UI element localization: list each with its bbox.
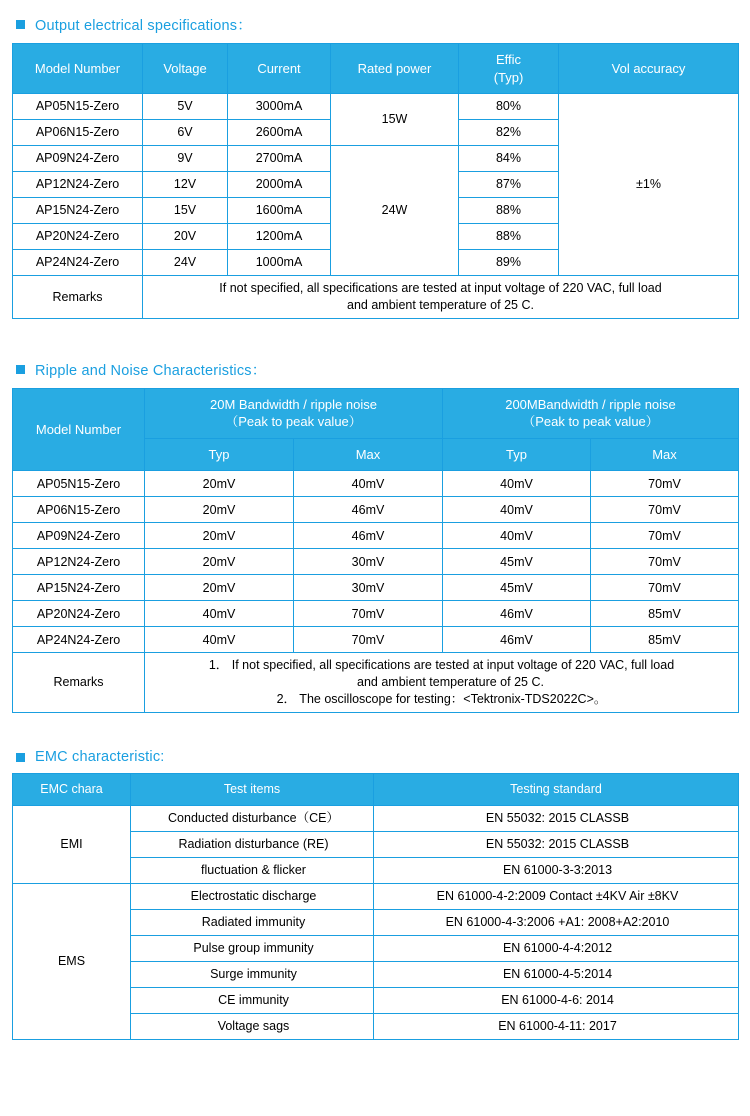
table-row: [13, 497, 739, 523]
cell-group-ems: EMS: [13, 883, 131, 1039]
remarks-content: [143, 276, 739, 319]
cell-voltage: 5V: [143, 94, 228, 120]
cell-model: AP24N24-Zero: [13, 250, 143, 276]
column-header-emc-chara: EMC chara: [13, 774, 131, 806]
cell-max20: 70mV: [294, 601, 443, 627]
column-header-vol-accuracy: Vol accuracy: [559, 44, 739, 94]
cell-voltage: 9V: [143, 146, 228, 172]
cell-voltage: 20V: [143, 224, 228, 250]
cell-effic: 84%: [459, 146, 559, 172]
column-header-rated-power: Rated power: [331, 44, 459, 94]
cell-typ200: 40mV: [443, 523, 591, 549]
table-row: [13, 471, 739, 497]
cell-typ200: 45mV: [443, 549, 591, 575]
table-row: [13, 523, 739, 549]
table-row: [13, 627, 739, 653]
column-header-current: Current: [228, 44, 331, 94]
cell-rated-power-15w: 15W: [331, 94, 459, 146]
cell-typ20: 20mV: [145, 575, 294, 601]
cell-voltage: 6V: [143, 120, 228, 146]
remarks-row: [13, 653, 739, 713]
column-header-effic: [459, 44, 559, 94]
cell-max20: 70mV: [294, 627, 443, 653]
column-header-model: Model Number: [13, 388, 145, 471]
cell-current: 2700mA: [228, 146, 331, 172]
cell-test-item: CE immunity: [131, 987, 374, 1013]
cell-typ200: 45mV: [443, 575, 591, 601]
cell-test-item: Voltage sags: [131, 1013, 374, 1039]
cell-max20: 46mV: [294, 497, 443, 523]
cell-model: AP15N24-Zero: [13, 198, 143, 224]
cell-standard: EN 61000-4-4:2012: [374, 935, 739, 961]
cell-voltage: 15V: [143, 198, 228, 224]
cell-typ20: 40mV: [145, 627, 294, 653]
cell-effic: 87%: [459, 172, 559, 198]
bullet-square-icon: [16, 753, 25, 762]
table-row: [13, 883, 739, 909]
cell-voltage: 24V: [143, 250, 228, 276]
cell-effic: 82%: [459, 120, 559, 146]
cell-typ20: 20mV: [145, 549, 294, 575]
cell-model: AP05N15-Zero: [13, 94, 143, 120]
table-row: [13, 601, 739, 627]
cell-typ20: 40mV: [145, 601, 294, 627]
cell-current: 2000mA: [228, 172, 331, 198]
section-title-text: Output electrical specifications：: [35, 18, 252, 34]
bullet-square-icon: [16, 20, 25, 29]
subheader-20m-typ: Typ: [145, 438, 294, 471]
cell-model: AP12N24-Zero: [13, 172, 143, 198]
cell-effic: 80%: [459, 94, 559, 120]
cell-standard: EN 55032: 2015 CLASSB: [374, 831, 739, 857]
cell-rated-power-24w: 24W: [331, 146, 459, 276]
cell-test-item: Pulse group immunity: [131, 935, 374, 961]
cell-effic: 89%: [459, 250, 559, 276]
column-header-200m-bandwidth: [443, 388, 739, 438]
subheader-200m-max: Max: [591, 438, 739, 471]
cell-effic: 88%: [459, 224, 559, 250]
cell-model: AP20N24-Zero: [13, 224, 143, 250]
cell-standard: EN 61000-4-5:2014: [374, 961, 739, 987]
cell-test-item: Radiated immunity: [131, 909, 374, 935]
column-header-20m-line1: 20M Bandwidth / ripple noise: [210, 396, 377, 412]
emc-table-wrapper: [12, 773, 738, 1040]
remarks-line-3: 2． The oscilloscope for testing：<Tektronix-TDS2022C>。: [276, 692, 607, 707]
section-heading-output-electrical: [16, 14, 738, 35]
cell-max200: 70mV: [591, 523, 739, 549]
bullet-square-icon: [16, 365, 25, 374]
ripple-noise-table: [12, 388, 739, 713]
cell-model: AP09N24-Zero: [13, 523, 145, 549]
cell-group-emi: EMI: [13, 805, 131, 883]
emc-characteristic-table: [12, 773, 739, 1040]
remarks-line-1: If not specified, all specifications are tested at input voltage of 220 VAC, full load: [219, 281, 662, 296]
cell-model: AP15N24-Zero: [13, 575, 145, 601]
cell-current: 1600mA: [228, 198, 331, 224]
cell-max200: 85mV: [591, 601, 739, 627]
table-row: [13, 805, 739, 831]
cell-typ20: 20mV: [145, 523, 294, 549]
column-header-testing-standard: Testing standard: [374, 774, 739, 806]
cell-typ200: 46mV: [443, 627, 591, 653]
column-header-voltage: Voltage: [143, 44, 228, 94]
cell-standard: EN 61000-4-6: 2014: [374, 987, 739, 1013]
cell-voltage: 12V: [143, 172, 228, 198]
cell-max200: 70mV: [591, 497, 739, 523]
cell-test-item: Electrostatic discharge: [131, 883, 374, 909]
cell-max20: 30mV: [294, 575, 443, 601]
remarks-row: [13, 276, 739, 319]
cell-standard: EN 61000-4-2:2009 Contact ±4KV Air ±8KV: [374, 883, 739, 909]
cell-max20: 40mV: [294, 471, 443, 497]
column-header-model: Model Number: [13, 44, 143, 94]
cell-test-item: Radiation disturbance (RE): [131, 831, 374, 857]
section-title-text: EMC characteristic:: [35, 749, 165, 766]
remarks-line-2: and ambient temperature of 25 C.: [357, 675, 544, 690]
cell-current: 1200mA: [228, 224, 331, 250]
section-title-text: Ripple and Noise Characteristics：: [35, 362, 267, 379]
table-row: [13, 94, 739, 120]
section-heading-ripple-noise: [16, 359, 738, 380]
cell-model: AP12N24-Zero: [13, 549, 145, 575]
subheader-20m-max: Max: [294, 438, 443, 471]
cell-standard: EN 55032: 2015 CLASSB: [374, 805, 739, 831]
column-header-test-items: Test items: [131, 774, 374, 806]
cell-current: 3000mA: [228, 94, 331, 120]
cell-model: AP06N15-Zero: [13, 120, 143, 146]
cell-effic: 88%: [459, 198, 559, 224]
column-header-20m-bandwidth: [145, 388, 443, 438]
cell-standard: EN 61000-4-11: 2017: [374, 1013, 739, 1039]
section-heading-emc: [16, 749, 738, 765]
table-row: [13, 575, 739, 601]
cell-standard: EN 61000-4-3:2006 +A1: 2008+A2:2010: [374, 909, 739, 935]
cell-typ20: 20mV: [145, 497, 294, 523]
cell-model: AP05N15-Zero: [13, 471, 145, 497]
remarks-label: Remarks: [13, 276, 143, 319]
remarks-content: [145, 653, 739, 713]
table-row: [13, 549, 739, 575]
cell-model: AP06N15-Zero: [13, 497, 145, 523]
cell-typ20: 20mV: [145, 471, 294, 497]
cell-max200: 70mV: [591, 575, 739, 601]
column-header-200m-line2: （Peak to peak value）: [522, 414, 659, 430]
column-header-20m-line2: （Peak to peak value）: [225, 414, 362, 430]
column-header-effic-line2: (Typ): [493, 69, 524, 85]
column-header-200m-line1: 200MBandwidth / ripple noise: [505, 396, 676, 412]
cell-max20: 46mV: [294, 523, 443, 549]
cell-typ200: 46mV: [443, 601, 591, 627]
cell-max200: 70mV: [591, 549, 739, 575]
table-header-row: [13, 44, 739, 94]
section-spacer: [12, 713, 738, 743]
cell-vol-accuracy: ±1%: [559, 94, 739, 276]
cell-model: AP09N24-Zero: [13, 146, 143, 172]
section-spacer: [12, 319, 738, 353]
cell-model: AP24N24-Zero: [13, 627, 145, 653]
remarks-line-2: and ambient temperature of 25 C.: [347, 297, 534, 312]
remarks-line-1: 1． If not specified, all specifications are tested at input voltage of 220 VAC, full load: [208, 658, 675, 673]
output-electrical-table: [12, 43, 739, 319]
column-header-effic-line1: Effic: [495, 52, 522, 67]
subheader-200m-typ: Typ: [443, 438, 591, 471]
table-header-row: [13, 774, 739, 806]
remarks-label: Remarks: [13, 653, 145, 713]
cell-max20: 30mV: [294, 549, 443, 575]
cell-test-item: Surge immunity: [131, 961, 374, 987]
cell-test-item: Conducted disturbance（CE）: [131, 805, 374, 831]
cell-model: AP20N24-Zero: [13, 601, 145, 627]
cell-typ200: 40mV: [443, 471, 591, 497]
table-header-row: [13, 388, 739, 438]
cell-current: 1000mA: [228, 250, 331, 276]
cell-standard: EN 61000-3-3:2013: [374, 857, 739, 883]
cell-current: 2600mA: [228, 120, 331, 146]
cell-max200: 85mV: [591, 627, 739, 653]
cell-max200: 70mV: [591, 471, 739, 497]
cell-test-item: fluctuation & flicker: [131, 857, 374, 883]
cell-typ200: 40mV: [443, 497, 591, 523]
